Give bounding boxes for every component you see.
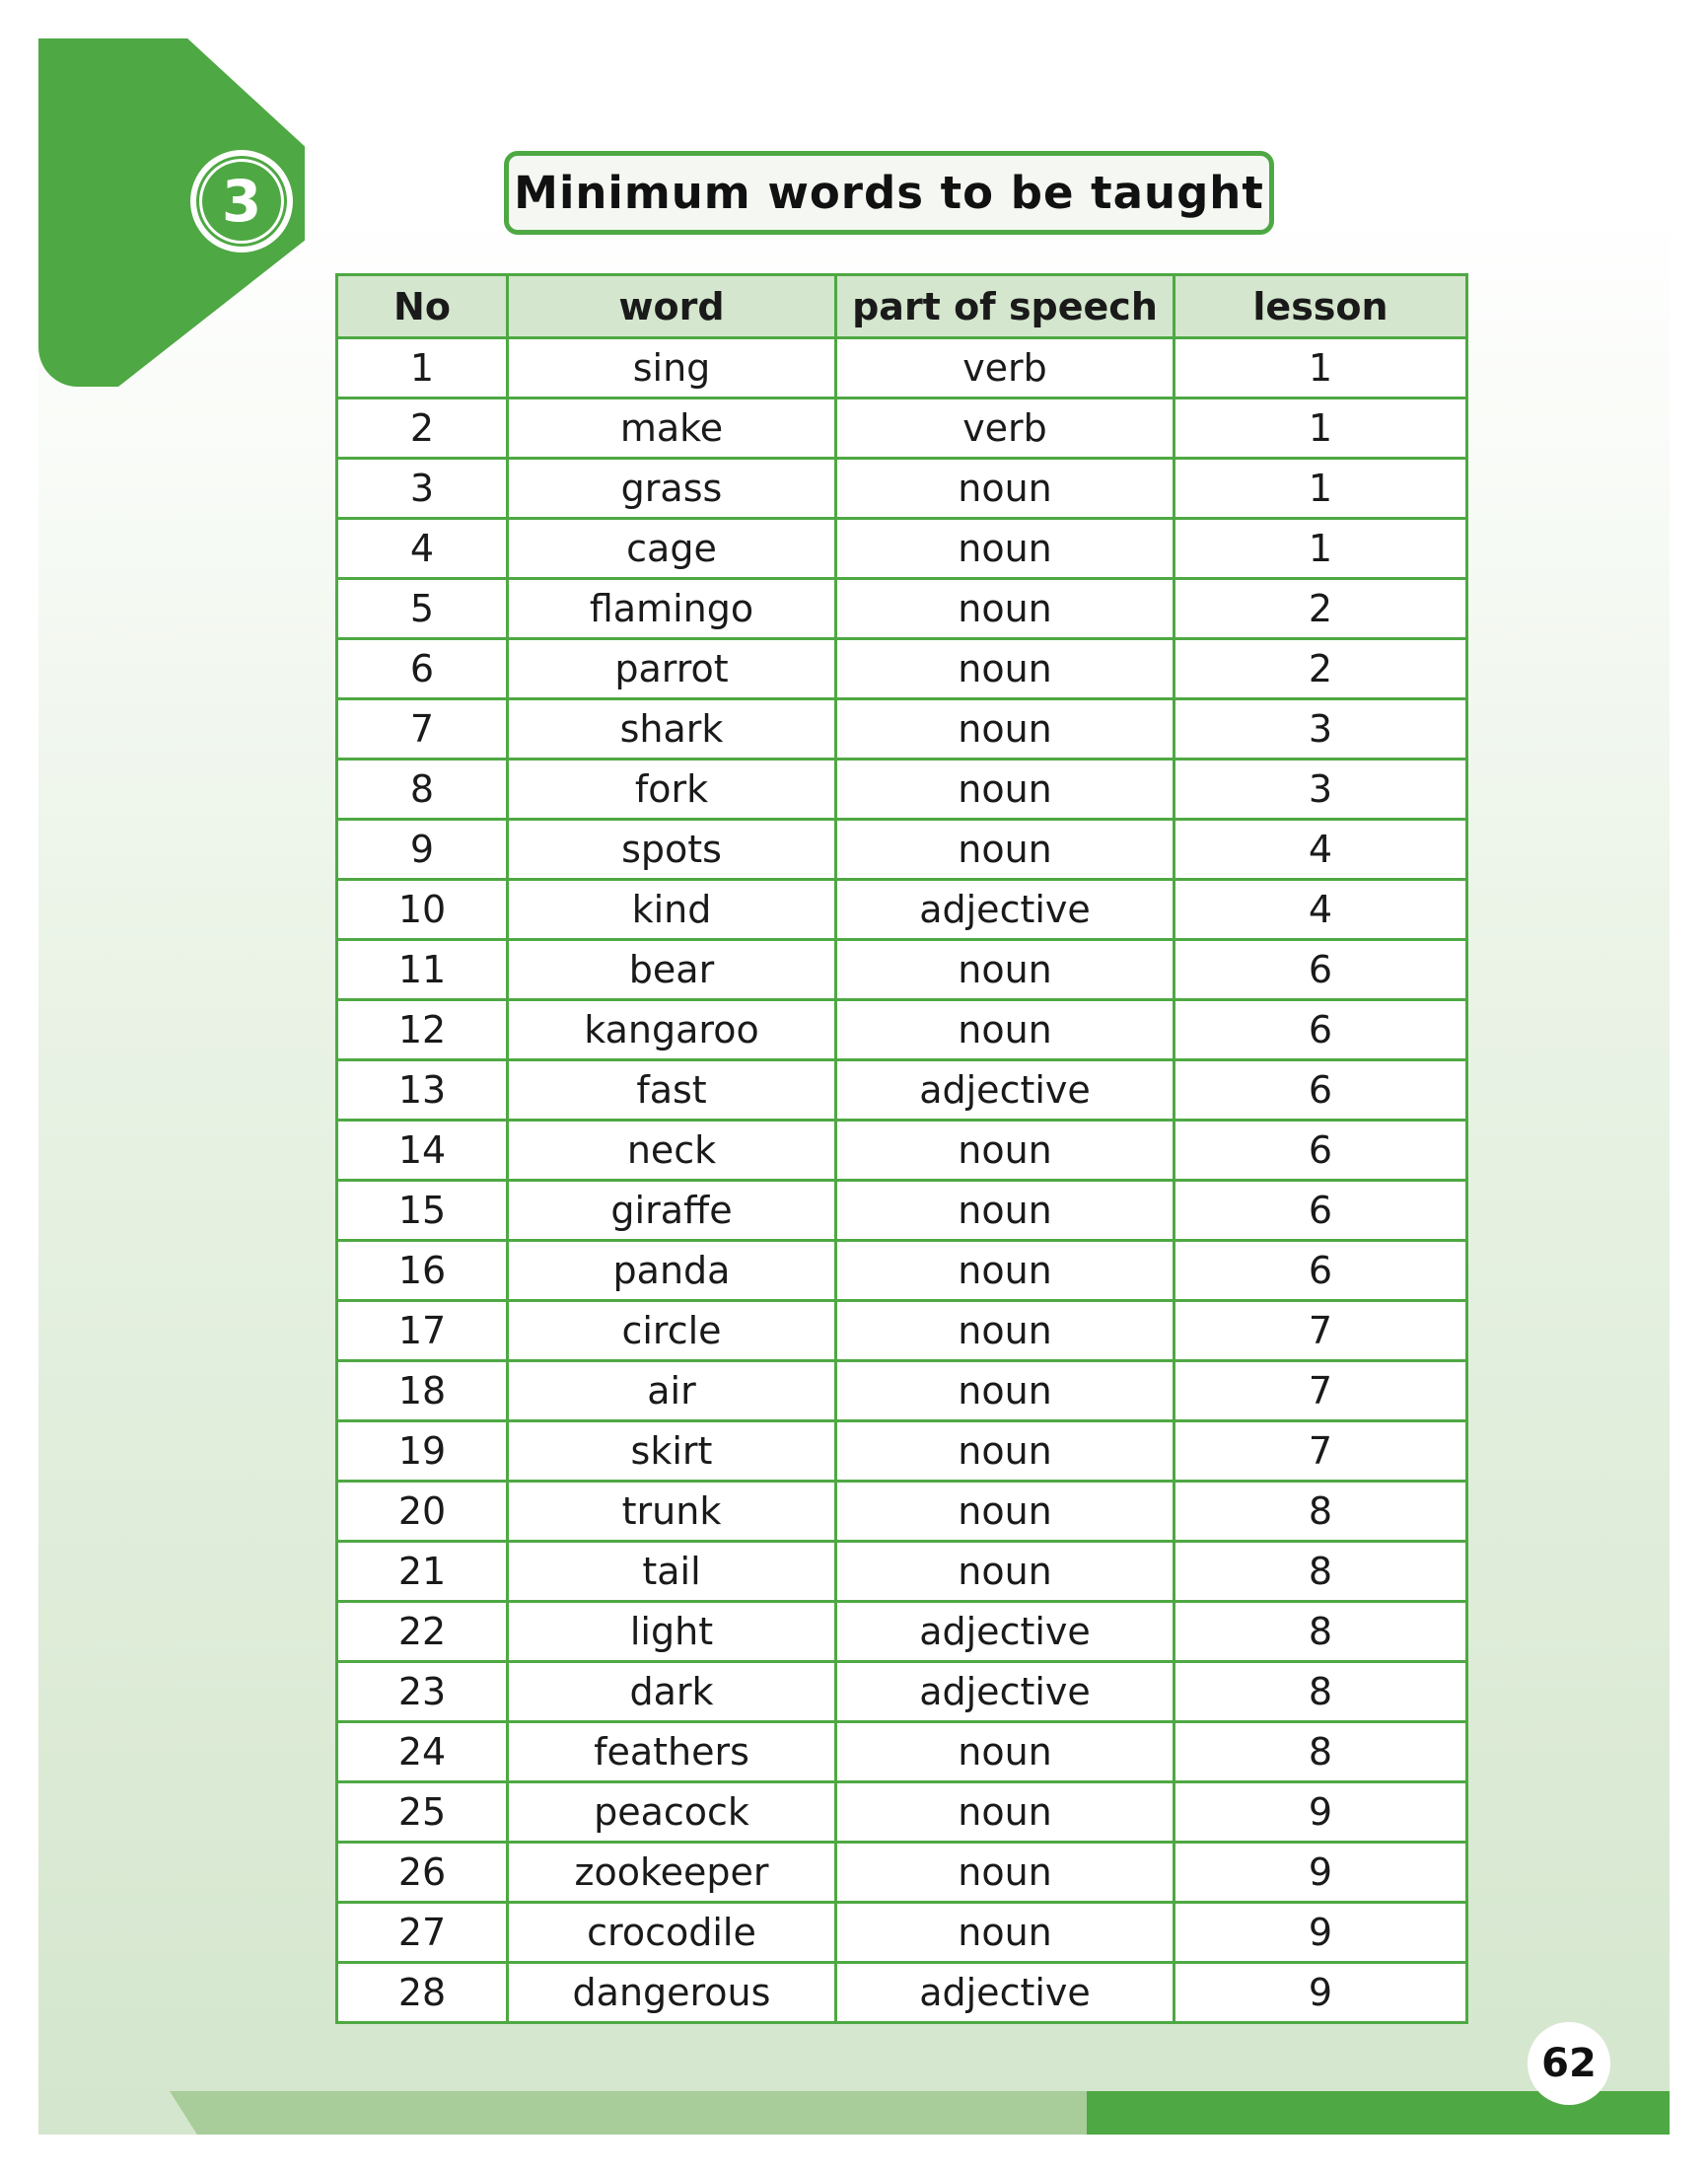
header-lesson: lesson	[1174, 275, 1467, 338]
cell-part-of-speech: noun	[836, 1000, 1174, 1060]
cell-word: giraffe	[508, 1181, 836, 1241]
cell-lesson: 2	[1174, 579, 1467, 639]
cell-lesson: 8	[1174, 1722, 1467, 1782]
cell-lesson: 3	[1174, 699, 1467, 760]
table-header-row	[337, 275, 1467, 338]
table-row	[337, 760, 1467, 820]
unit-badge	[190, 150, 293, 253]
table-row	[337, 1181, 1467, 1241]
cell-lesson: 1	[1174, 338, 1467, 398]
cell-lesson: 6	[1174, 1000, 1467, 1060]
cell-lesson: 8	[1174, 1662, 1467, 1722]
table-row	[337, 1963, 1467, 2023]
table-row	[337, 880, 1467, 940]
cell-part-of-speech: noun	[836, 760, 1174, 820]
table-row	[337, 1542, 1467, 1602]
cell-word: dark	[508, 1662, 836, 1722]
cell-no: 11	[337, 940, 508, 1000]
table-row	[337, 1903, 1467, 1963]
table-row	[337, 519, 1467, 579]
cell-no: 28	[337, 1963, 508, 2023]
cell-lesson: 2	[1174, 639, 1467, 699]
cell-no: 18	[337, 1361, 508, 1421]
cell-no: 7	[337, 699, 508, 760]
table-row	[337, 338, 1467, 398]
table-row	[337, 459, 1467, 519]
cell-lesson: 8	[1174, 1482, 1467, 1542]
cell-no: 17	[337, 1301, 508, 1361]
cell-part-of-speech: noun	[836, 1722, 1174, 1782]
cell-lesson: 6	[1174, 1121, 1467, 1181]
cell-word: shark	[508, 699, 836, 760]
cell-lesson: 1	[1174, 459, 1467, 519]
table-row	[337, 1482, 1467, 1542]
table-row	[337, 1782, 1467, 1843]
footer-bar-light	[170, 2091, 1087, 2135]
cell-part-of-speech: verb	[836, 398, 1174, 459]
table-row	[337, 1843, 1467, 1903]
cell-lesson: 9	[1174, 1963, 1467, 2023]
cell-lesson: 8	[1174, 1602, 1467, 1662]
cell-lesson: 7	[1174, 1301, 1467, 1361]
cell-part-of-speech: noun	[836, 459, 1174, 519]
cell-part-of-speech: adjective	[836, 1963, 1174, 2023]
cell-no: 20	[337, 1482, 508, 1542]
cell-part-of-speech: noun	[836, 1361, 1174, 1421]
cell-no: 22	[337, 1602, 508, 1662]
cell-lesson: 6	[1174, 940, 1467, 1000]
cell-word: peacock	[508, 1782, 836, 1843]
cell-word: light	[508, 1602, 836, 1662]
cell-word: trunk	[508, 1482, 836, 1542]
cell-part-of-speech: noun	[836, 940, 1174, 1000]
cell-word: panda	[508, 1241, 836, 1301]
cell-word: cage	[508, 519, 836, 579]
table-row	[337, 820, 1467, 880]
table-row	[337, 699, 1467, 760]
cell-word: air	[508, 1361, 836, 1421]
cell-no: 21	[337, 1542, 508, 1602]
cell-no: 6	[337, 639, 508, 699]
cell-lesson: 1	[1174, 398, 1467, 459]
cell-word: zookeeper	[508, 1843, 836, 1903]
cell-part-of-speech: noun	[836, 1482, 1174, 1542]
table-row	[337, 639, 1467, 699]
cell-word: crocodile	[508, 1903, 836, 1963]
cell-part-of-speech: adjective	[836, 1060, 1174, 1121]
cell-part-of-speech: noun	[836, 1301, 1174, 1361]
cell-word: sing	[508, 338, 836, 398]
table-row	[337, 1421, 1467, 1482]
table-row	[337, 1121, 1467, 1181]
table-row	[337, 398, 1467, 459]
cell-lesson: 7	[1174, 1421, 1467, 1482]
cell-no: 15	[337, 1181, 508, 1241]
cell-part-of-speech: noun	[836, 639, 1174, 699]
cell-word: dangerous	[508, 1963, 836, 2023]
cell-part-of-speech: noun	[836, 1903, 1174, 1963]
cell-no: 10	[337, 880, 508, 940]
cell-word: skirt	[508, 1421, 836, 1482]
table-row	[337, 940, 1467, 1000]
cell-part-of-speech: noun	[836, 820, 1174, 880]
cell-word: neck	[508, 1121, 836, 1181]
cell-no: 26	[337, 1843, 508, 1903]
cell-no: 3	[337, 459, 508, 519]
cell-lesson: 9	[1174, 1903, 1467, 1963]
cell-word: tail	[508, 1542, 836, 1602]
cell-no: 16	[337, 1241, 508, 1301]
cell-part-of-speech: noun	[836, 1121, 1174, 1181]
cell-no: 13	[337, 1060, 508, 1121]
cell-no: 5	[337, 579, 508, 639]
table-row	[337, 579, 1467, 639]
cell-lesson: 3	[1174, 760, 1467, 820]
page-number: 62	[1528, 2022, 1610, 2105]
cell-part-of-speech: adjective	[836, 1662, 1174, 1722]
cell-lesson: 6	[1174, 1181, 1467, 1241]
header-part-of-speech: part of speech	[836, 275, 1174, 338]
cell-lesson: 1	[1174, 519, 1467, 579]
cell-word: spots	[508, 820, 836, 880]
cell-word: parrot	[508, 639, 836, 699]
cell-word: bear	[508, 940, 836, 1000]
unit-number: 3	[199, 159, 284, 244]
cell-no: 25	[337, 1782, 508, 1843]
cell-word: fast	[508, 1060, 836, 1121]
cell-no: 4	[337, 519, 508, 579]
cell-part-of-speech: noun	[836, 699, 1174, 760]
cell-lesson: 4	[1174, 880, 1467, 940]
cell-word: grass	[508, 459, 836, 519]
cell-word: kangaroo	[508, 1000, 836, 1060]
cell-part-of-speech: noun	[836, 1421, 1174, 1482]
cell-no: 23	[337, 1662, 508, 1722]
cell-part-of-speech: noun	[836, 1782, 1174, 1843]
table-row	[337, 1301, 1467, 1361]
cell-no: 14	[337, 1121, 508, 1181]
cell-part-of-speech: noun	[836, 579, 1174, 639]
cell-word: kind	[508, 880, 836, 940]
cell-no: 9	[337, 820, 508, 880]
cell-part-of-speech: noun	[836, 1843, 1174, 1903]
table-row	[337, 1602, 1467, 1662]
table-row	[337, 1060, 1467, 1121]
cell-lesson: 7	[1174, 1361, 1467, 1421]
cell-part-of-speech: noun	[836, 519, 1174, 579]
table-row	[337, 1361, 1467, 1421]
cell-lesson: 9	[1174, 1843, 1467, 1903]
table-body	[337, 338, 1467, 2023]
cell-no: 8	[337, 760, 508, 820]
cell-no: 2	[337, 398, 508, 459]
cell-no: 27	[337, 1903, 508, 1963]
table-row	[337, 1662, 1467, 1722]
cell-word: make	[508, 398, 836, 459]
cell-part-of-speech: noun	[836, 1181, 1174, 1241]
cell-lesson: 6	[1174, 1060, 1467, 1121]
cell-lesson: 6	[1174, 1241, 1467, 1301]
table-row	[337, 1000, 1467, 1060]
cell-no: 1	[337, 338, 508, 398]
cell-part-of-speech: noun	[836, 1542, 1174, 1602]
cell-no: 12	[337, 1000, 508, 1060]
page-title: Minimum words to be taught	[504, 151, 1274, 235]
word-table	[335, 273, 1468, 2024]
cell-word: fork	[508, 760, 836, 820]
cell-no: 24	[337, 1722, 508, 1782]
cell-part-of-speech: noun	[836, 1241, 1174, 1301]
table-row	[337, 1722, 1467, 1782]
cell-lesson: 9	[1174, 1782, 1467, 1843]
cell-word: flamingo	[508, 579, 836, 639]
cell-part-of-speech: adjective	[836, 1602, 1174, 1662]
header-word: word	[508, 275, 836, 338]
cell-lesson: 4	[1174, 820, 1467, 880]
cell-part-of-speech: adjective	[836, 880, 1174, 940]
cell-word: circle	[508, 1301, 836, 1361]
cell-word: feathers	[508, 1722, 836, 1782]
cell-part-of-speech: verb	[836, 338, 1174, 398]
header-no: No	[337, 275, 508, 338]
table-row	[337, 1241, 1467, 1301]
cell-lesson: 8	[1174, 1542, 1467, 1602]
cell-no: 19	[337, 1421, 508, 1482]
